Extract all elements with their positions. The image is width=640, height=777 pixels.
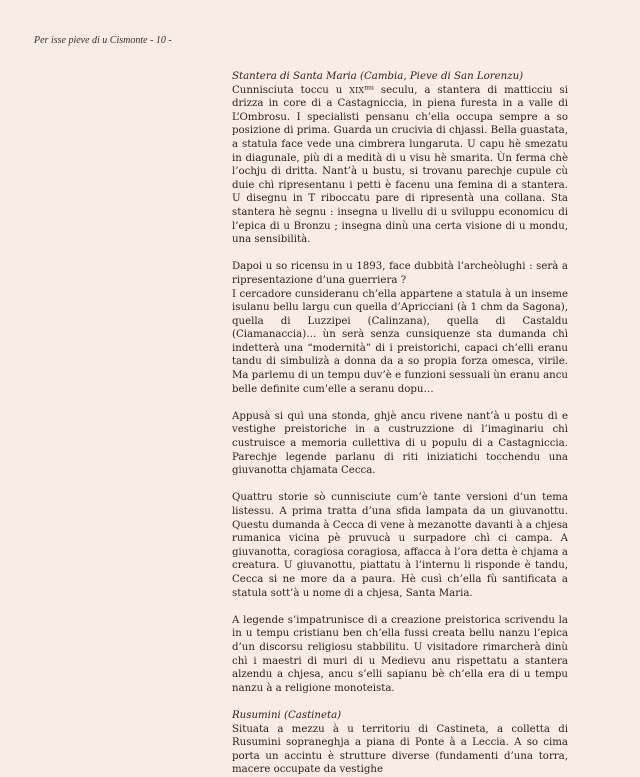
century-numeral: XIX [349, 85, 365, 95]
century-suffix: mu [364, 84, 374, 92]
paragraph-text: Cunnisciuta toccu u [232, 84, 350, 96]
section-title-rusumini: Rusumini (Castineta) [232, 709, 342, 721]
paragraph-imaginary: Appusà si quì una stonda, ghjè ancu rivene nant’à u postu di e vestighe preistoriche in a custruzzione di l’imaginariu chì custruisce a memoria cullettiva di u populu di a Castagniccia. Parechje legende parlanu di riti iniziatichi tocchendu una giuvanotta chjamata Cecca. [232, 410, 568, 477]
paragraph-researchers: I cercadore cunsideranu ch’ella appartene a statula à un inseme isulanu bellu largu cun quella d’Apricciani (à 1 chm da Sagona), quella di Luzzipei (Calinzana), quella di Castaldu (Ciamanaccia)… ùn serà senza cunsiquenze sta dumanda chì indetterà una “modernità” di i preistorichi, capaci ch’elli eranu tandu di simbulizà a donna da a so propia forza omesca, virile. Ma parlemu di un tempu duv’è e funzioni sessuali ùn eranu ancu belle definite cum’elle a seranu dopu… [232, 288, 568, 395]
section-title-stantera: Stantera di Santa Maria (Cambia, Pieve di San Lorenzu) [232, 71, 524, 82]
paragraph-rusumini: Situata a mezzu à u territoriu di Castineta, a colletta di Rusumini sopraneghja a piana di Ponte à a Leccia. A so cima porta un accintu è strutture diverse (fundamenti d’una torra, macere occupate da vestighe [232, 723, 568, 776]
paragraph-four-stories: Quattru storie sò cunnisciute cum’è tante versioni d’un tema listessu. A prima tratta d’una sfida lampata da un giuvanottu. Questu dumanda à Cecca di vene à mezanotte davanti à a chjesa rumanica vicina pè pruvucà u surpadore chì ci campa. A giuvanotta, coragiosa coragiosa, affacca à l’ora detta è chjama a creatura. U giuvanottu, piattatu à l’internu li risponde è tandu, Cecca si ne more da a paura. Hè cusì ch’ella fù santificata a statula sott’à u nome di a chjesa, Santa Maria. [232, 492, 568, 599]
paragraph-text: seculu, a stantera di matticciu si drizza in core di a Castagniccia, in piena furesta in a valle di L’Ombrosu. I specialisti pensanu ch’ella occupa sempre a so posizione di prima. Guarda un crucivia di chjassi. Bella guastata, a statula face vede una cimbrera lungaruta. U capu hè smezatu in diagunale, più di a medità di u visu hè smarita. Ùn ferma chè l’ochju di dritta. Nant’à u bustu, si trovanu parechje cupule cù duie chì ripresentanu i petti è facenu una femina di a stantera. U disegnu in T riboccatu pare di ripresentà una collana. Sta stantera hè segnu : insegna u livellu di u sviluppu economicu di l’epica di u Bronzu ; insegna dinù una certa visione di u mondu, una sensibilità. [232, 84, 568, 246]
paragraph-stantera-description [232, 84, 568, 247]
running-head: Per isse pieve di u Cismonte - 10 - [34, 35, 172, 46]
paragraph-question: Dapoi u so ricensu in u 1893, face dubbità l’archeòlughi : serà a ripresentazione d’una guerriera ? [232, 261, 568, 286]
paragraph-legend: A legende s’impatrunisce di a creazione preistorica scrivendu la in u tempu cristianu ben ch’ella fussi creata bellu nanzu l’epica d’un discorsu religiosu stabbilitu. U visitadore rimarcherà dinù chì i maestri di muri di u Medievu anu rispettatu a stantera alzendu a chjesa, ancu s’elli sapianu bè ch’ella era di u tempu nanzu à a religione monoteista. [232, 614, 568, 694]
text-column [232, 70, 568, 777]
